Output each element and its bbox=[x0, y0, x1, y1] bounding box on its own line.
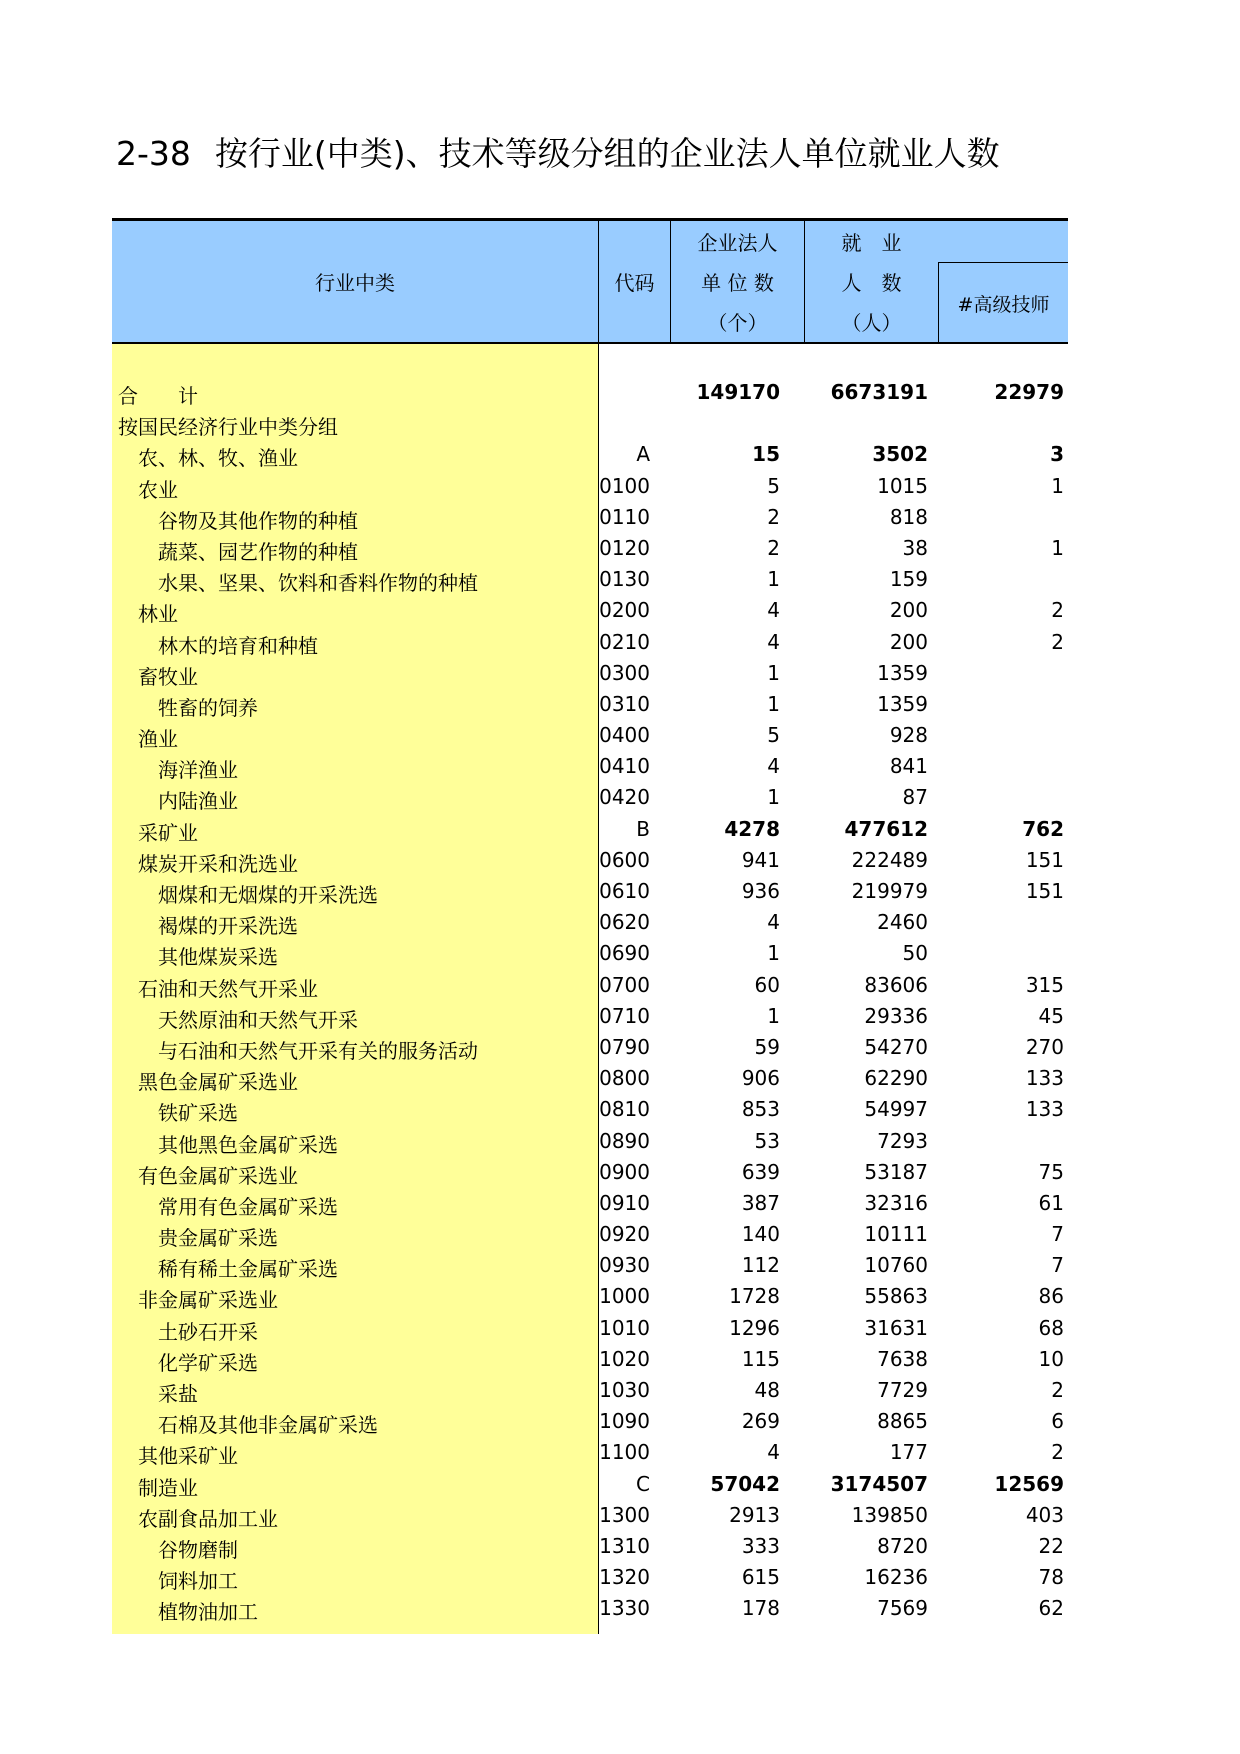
row-code: 0620 bbox=[599, 910, 650, 935]
row-unit-count: 4 bbox=[767, 754, 780, 779]
table-title-text: 按行业(中类)、技术等级分组的企业法人单位就业人数 bbox=[214, 134, 1000, 173]
row-industry-name: 其他煤炭采选 bbox=[158, 945, 278, 970]
row-code: 0400 bbox=[599, 723, 650, 748]
row-senior-tech-count: 2 bbox=[1051, 598, 1064, 623]
row-employed-count: 7293 bbox=[877, 1128, 928, 1153]
row-code: 0700 bbox=[599, 972, 650, 997]
header-units-line3: （个） bbox=[707, 311, 768, 335]
row-senior-tech-count: 22 bbox=[1038, 1533, 1064, 1558]
row-industry-name: 水果、坚果、饮料和香料作物的种植 bbox=[158, 571, 478, 596]
data-table bbox=[112, 218, 1068, 1634]
row-employed-count: 29336 bbox=[864, 1003, 928, 1028]
table-row bbox=[112, 1156, 1068, 1187]
row-employed-count: 3502 bbox=[872, 442, 928, 467]
table-row bbox=[112, 688, 1068, 719]
header-employment-line1: 就 业 bbox=[841, 231, 902, 255]
row-employed-count: 31631 bbox=[864, 1315, 928, 1340]
row-senior-tech-count: 2 bbox=[1051, 629, 1064, 654]
row-senior-tech-count: 7 bbox=[1051, 1253, 1064, 1278]
row-industry-name: 其他黑色金属矿采选 bbox=[158, 1132, 338, 1157]
row-unit-count: 2 bbox=[767, 535, 780, 560]
row-code: 0100 bbox=[599, 473, 650, 498]
row-senior-tech-count: 68 bbox=[1038, 1315, 1064, 1340]
row-industry-name: 渔业 bbox=[138, 727, 178, 752]
table-row bbox=[112, 1125, 1068, 1156]
row-employed-count: 7569 bbox=[877, 1596, 928, 1621]
row-industry-name: 按国民经济行业中类分组 bbox=[118, 415, 338, 440]
row-code: 0410 bbox=[599, 754, 650, 779]
row-senior-tech-count: 6 bbox=[1051, 1409, 1064, 1434]
table-row bbox=[112, 844, 1068, 875]
row-unit-count: 53 bbox=[754, 1128, 780, 1153]
row-industry-name: 植物油加工 bbox=[158, 1600, 258, 1625]
row-code: 0610 bbox=[599, 879, 650, 903]
row-industry-name: 合 计 bbox=[118, 384, 198, 408]
row-industry-name: 有色金属矿采选业 bbox=[138, 1163, 298, 1188]
row-industry-name: 畜牧业 bbox=[138, 664, 198, 689]
row-unit-count: 1 bbox=[767, 941, 780, 966]
row-employed-count: 6673191 bbox=[830, 380, 928, 404]
table-row bbox=[112, 1093, 1068, 1124]
row-employed-count: 50 bbox=[902, 941, 928, 966]
row-employed-count: 177 bbox=[889, 1440, 928, 1465]
table-row bbox=[112, 1468, 1068, 1499]
row-senior-tech-count: 75 bbox=[1038, 1159, 1064, 1184]
page-title bbox=[116, 128, 1000, 175]
row-senior-tech-count: 2 bbox=[1051, 1378, 1064, 1402]
row-employed-count: 10111 bbox=[864, 1222, 928, 1247]
row-industry-name: 农副食品加工业 bbox=[138, 1506, 278, 1531]
table-row bbox=[112, 1218, 1068, 1249]
row-employed-count: 32316 bbox=[864, 1190, 928, 1215]
row-employed-count: 159 bbox=[889, 567, 928, 592]
row-industry-name: 非金属矿采选业 bbox=[138, 1288, 278, 1313]
row-industry-name: 天然原油和天然气开采 bbox=[158, 1007, 358, 1032]
row-code: 0110 bbox=[599, 504, 650, 529]
row-code: 0690 bbox=[599, 941, 650, 966]
row-industry-name: 煤炭开采和洗选业 bbox=[138, 851, 298, 876]
row-code: 0900 bbox=[599, 1159, 650, 1184]
table-row bbox=[112, 1405, 1068, 1436]
table-row bbox=[112, 1374, 1068, 1405]
row-unit-count: 57042 bbox=[710, 1471, 780, 1496]
table-row bbox=[112, 501, 1068, 532]
row-unit-count: 387 bbox=[741, 1190, 780, 1215]
table-row bbox=[112, 750, 1068, 781]
row-employed-count: 477612 bbox=[844, 816, 928, 841]
row-code: 0800 bbox=[599, 1066, 650, 1091]
row-employed-count: 7638 bbox=[877, 1346, 928, 1371]
row-code: 0930 bbox=[599, 1253, 650, 1278]
row-unit-count: 4 bbox=[767, 629, 780, 654]
header-employment bbox=[804, 221, 938, 342]
row-industry-name: 牲畜的饲养 bbox=[158, 695, 258, 720]
table-row bbox=[112, 1592, 1068, 1623]
row-senior-tech-count: 61 bbox=[1038, 1190, 1064, 1215]
table-row bbox=[112, 563, 1068, 594]
row-industry-name: 铁矿采选 bbox=[158, 1101, 238, 1126]
row-unit-count: 1 bbox=[767, 660, 780, 685]
row-code: 0130 bbox=[599, 567, 650, 592]
row-code: 1000 bbox=[599, 1284, 650, 1309]
row-unit-count: 59 bbox=[754, 1034, 780, 1059]
row-unit-count: 936 bbox=[741, 879, 780, 903]
row-industry-name: 制造业 bbox=[138, 1475, 198, 1500]
row-senior-tech-count: 270 bbox=[1025, 1034, 1064, 1059]
row-unit-count: 4 bbox=[767, 910, 780, 935]
row-senior-tech-count: 22979 bbox=[994, 380, 1064, 404]
table-row bbox=[112, 1561, 1068, 1592]
row-unit-count: 333 bbox=[741, 1533, 780, 1558]
row-industry-name: 采盐 bbox=[158, 1382, 198, 1406]
row-code: 1010 bbox=[599, 1315, 650, 1340]
row-unit-count: 906 bbox=[741, 1066, 780, 1091]
row-senior-tech-count: 1 bbox=[1051, 473, 1064, 498]
row-unit-count: 15 bbox=[752, 442, 780, 467]
table-row bbox=[112, 657, 1068, 688]
table-row bbox=[112, 532, 1068, 563]
row-unit-count: 4278 bbox=[724, 816, 780, 841]
row-code: 1330 bbox=[599, 1596, 650, 1621]
row-unit-count: 1728 bbox=[729, 1284, 780, 1309]
row-code: 0300 bbox=[599, 660, 650, 685]
row-unit-count: 1 bbox=[767, 567, 780, 592]
row-employed-count: 3174507 bbox=[830, 1471, 928, 1496]
row-employed-count: 200 bbox=[889, 629, 928, 654]
table-row bbox=[112, 813, 1068, 844]
row-employed-count: 83606 bbox=[864, 972, 928, 997]
header-employment-line3: （人） bbox=[841, 311, 902, 335]
table-number: 2-38 bbox=[116, 134, 191, 173]
table-row bbox=[112, 781, 1068, 812]
row-unit-count: 941 bbox=[741, 847, 780, 872]
table-row bbox=[112, 1280, 1068, 1311]
table-row bbox=[112, 875, 1068, 906]
table-row bbox=[112, 1187, 1068, 1218]
row-senior-tech-count: 45 bbox=[1038, 1003, 1064, 1028]
table-row bbox=[112, 1343, 1068, 1374]
row-senior-tech-count: 133 bbox=[1025, 1097, 1064, 1122]
row-unit-count: 2 bbox=[767, 504, 780, 529]
row-employed-count: 16236 bbox=[864, 1565, 928, 1590]
row-industry-name: 土砂石开采 bbox=[158, 1319, 258, 1344]
row-code: 1320 bbox=[599, 1565, 650, 1590]
row-employed-count: 928 bbox=[889, 723, 928, 748]
row-unit-count: 5 bbox=[767, 473, 780, 498]
table-row bbox=[112, 1530, 1068, 1561]
table-row bbox=[112, 470, 1068, 501]
row-employed-count: 53187 bbox=[864, 1159, 928, 1184]
row-employed-count: 8720 bbox=[877, 1533, 928, 1558]
row-unit-count: 853 bbox=[741, 1097, 780, 1122]
row-code: 0910 bbox=[599, 1190, 650, 1215]
row-industry-name: 饲料加工 bbox=[158, 1569, 238, 1594]
table-row bbox=[112, 937, 1068, 968]
row-employed-count: 55863 bbox=[864, 1284, 928, 1309]
row-industry-name: 谷物磨制 bbox=[158, 1537, 238, 1562]
row-industry-name: 海洋渔业 bbox=[158, 758, 238, 783]
table-row bbox=[112, 1031, 1068, 1062]
table-row bbox=[112, 719, 1068, 750]
row-industry-name: 农、林、牧、渔业 bbox=[138, 446, 298, 471]
row-unit-count: 269 bbox=[741, 1409, 780, 1434]
row-employed-count: 54270 bbox=[864, 1034, 928, 1059]
row-unit-count: 149170 bbox=[696, 380, 780, 404]
row-industry-name: 其他采矿业 bbox=[138, 1444, 238, 1469]
row-unit-count: 615 bbox=[741, 1565, 780, 1590]
row-employed-count: 219979 bbox=[851, 879, 928, 903]
table-row bbox=[112, 626, 1068, 657]
row-code: 0790 bbox=[599, 1034, 650, 1059]
row-unit-count: 4 bbox=[767, 1440, 780, 1465]
row-industry-name: 谷物及其他作物的种植 bbox=[158, 508, 358, 533]
row-unit-count: 48 bbox=[754, 1378, 780, 1402]
row-unit-count: 1296 bbox=[729, 1315, 780, 1340]
row-senior-tech-count: 403 bbox=[1025, 1502, 1064, 1527]
row-senior-tech-count: 3 bbox=[1050, 442, 1064, 467]
header-units bbox=[670, 221, 804, 342]
row-code: 1300 bbox=[599, 1502, 650, 1527]
row-industry-name: 林木的培育和种植 bbox=[158, 633, 318, 658]
row-unit-count: 1 bbox=[767, 1003, 780, 1028]
row-unit-count: 140 bbox=[741, 1222, 780, 1247]
row-code: 1100 bbox=[599, 1440, 650, 1465]
header-units-line1: 企业法人 bbox=[697, 231, 778, 255]
row-code: 0120 bbox=[599, 535, 650, 560]
row-senior-tech-count: 62 bbox=[1038, 1596, 1064, 1621]
row-employed-count: 7729 bbox=[877, 1378, 928, 1402]
header-code: 代码 bbox=[598, 221, 670, 342]
row-code: 0310 bbox=[599, 691, 650, 716]
row-unit-count: 60 bbox=[754, 972, 780, 997]
row-senior-tech-count: 7 bbox=[1051, 1222, 1064, 1247]
table-row bbox=[112, 1000, 1068, 1031]
table-row bbox=[112, 438, 1068, 469]
table-rows bbox=[112, 376, 1068, 1624]
table-row bbox=[112, 1062, 1068, 1093]
table-row bbox=[112, 594, 1068, 625]
row-industry-name: 褐煤的开采洗选 bbox=[158, 914, 298, 939]
row-industry-name: 化学矿采选 bbox=[158, 1350, 258, 1375]
table-row bbox=[112, 1436, 1068, 1467]
table-row bbox=[112, 1249, 1068, 1280]
table-header bbox=[112, 218, 1068, 344]
row-employed-count: 10760 bbox=[864, 1253, 928, 1278]
row-industry-name: 与石油和天然气开采有关的服务活动 bbox=[158, 1038, 478, 1063]
row-senior-tech-count: 315 bbox=[1025, 972, 1064, 997]
row-senior-tech-count: 2 bbox=[1051, 1440, 1064, 1465]
row-employed-count: 87 bbox=[902, 785, 928, 810]
row-industry-name: 林业 bbox=[138, 602, 178, 627]
row-code: 1090 bbox=[599, 1409, 650, 1434]
row-code: 1310 bbox=[599, 1533, 650, 1558]
row-code: 1020 bbox=[599, 1346, 650, 1371]
header-senior-tech: #高级技师 bbox=[938, 262, 1068, 344]
row-senior-tech-count: 78 bbox=[1038, 1565, 1064, 1590]
row-code: 0600 bbox=[599, 847, 650, 872]
row-employed-count: 818 bbox=[889, 504, 928, 529]
table-row bbox=[112, 1499, 1068, 1530]
row-code: 0420 bbox=[599, 785, 650, 810]
row-senior-tech-count: 762 bbox=[1022, 816, 1064, 841]
row-unit-count: 4 bbox=[767, 598, 780, 623]
row-senior-tech-count: 86 bbox=[1038, 1284, 1064, 1309]
row-employed-count: 38 bbox=[902, 535, 928, 560]
row-employed-count: 841 bbox=[889, 754, 928, 779]
row-industry-name: 石油和天然气开采业 bbox=[138, 976, 318, 1001]
row-employed-count: 1359 bbox=[877, 660, 928, 685]
table-row bbox=[112, 376, 1068, 407]
row-code: 0710 bbox=[599, 1003, 650, 1028]
row-employed-count: 54997 bbox=[864, 1097, 928, 1122]
row-code: A bbox=[636, 442, 650, 467]
row-employed-count: 200 bbox=[889, 598, 928, 623]
row-industry-name: 石棉及其他非金属矿采选 bbox=[158, 1413, 378, 1438]
row-code: 0200 bbox=[599, 598, 650, 623]
row-industry-name: 贵金属矿采选 bbox=[158, 1226, 278, 1251]
row-industry-name: 采矿业 bbox=[138, 820, 198, 845]
header-employment-line2: 人 数 bbox=[841, 271, 902, 295]
header-units-line2: 单 位 数 bbox=[701, 271, 774, 295]
row-industry-name: 稀有稀土金属矿采选 bbox=[158, 1257, 338, 1282]
row-industry-name: 农业 bbox=[138, 477, 178, 502]
row-employed-count: 1015 bbox=[877, 473, 928, 498]
row-senior-tech-count: 10 bbox=[1038, 1346, 1064, 1371]
table-body bbox=[112, 344, 1068, 1634]
row-unit-count: 178 bbox=[741, 1596, 780, 1621]
row-code: 0810 bbox=[599, 1097, 650, 1122]
row-unit-count: 112 bbox=[741, 1253, 780, 1278]
row-unit-count: 1 bbox=[767, 691, 780, 716]
row-industry-name: 黑色金属矿采选业 bbox=[138, 1070, 298, 1095]
row-industry-name: 烟煤和无烟煤的开采洗选 bbox=[158, 883, 378, 907]
row-employed-count: 62290 bbox=[864, 1066, 928, 1091]
row-employed-count: 2460 bbox=[877, 910, 928, 935]
row-code: 1030 bbox=[599, 1378, 650, 1402]
table-row bbox=[112, 1312, 1068, 1343]
row-senior-tech-count: 1 bbox=[1051, 535, 1064, 560]
row-industry-name: 常用有色金属矿采选 bbox=[158, 1194, 338, 1219]
row-senior-tech-count: 151 bbox=[1025, 847, 1064, 872]
table-row bbox=[112, 906, 1068, 937]
row-code: B bbox=[636, 816, 650, 841]
row-code: C bbox=[636, 1471, 650, 1496]
row-unit-count: 639 bbox=[741, 1159, 780, 1184]
row-senior-tech-count: 133 bbox=[1025, 1066, 1064, 1091]
row-employed-count: 8865 bbox=[877, 1409, 928, 1434]
row-senior-tech-count: 12569 bbox=[994, 1471, 1064, 1496]
row-unit-count: 5 bbox=[767, 723, 780, 748]
table-row bbox=[112, 407, 1068, 438]
row-employed-count: 1359 bbox=[877, 691, 928, 716]
row-industry-name: 内陆渔业 bbox=[158, 789, 238, 814]
row-unit-count: 115 bbox=[741, 1346, 780, 1371]
row-unit-count: 1 bbox=[767, 785, 780, 810]
row-code: 0920 bbox=[599, 1222, 650, 1247]
row-senior-tech-count: 151 bbox=[1025, 879, 1064, 903]
row-employed-count: 139850 bbox=[851, 1502, 928, 1527]
row-code: 0890 bbox=[599, 1128, 650, 1153]
row-unit-count: 2913 bbox=[729, 1502, 780, 1527]
table-row bbox=[112, 969, 1068, 1000]
row-industry-name: 蔬菜、园艺作物的种植 bbox=[158, 539, 358, 564]
row-employed-count: 222489 bbox=[851, 847, 928, 872]
row-code: 0210 bbox=[599, 629, 650, 654]
header-industry: 行业中类 bbox=[315, 271, 395, 295]
